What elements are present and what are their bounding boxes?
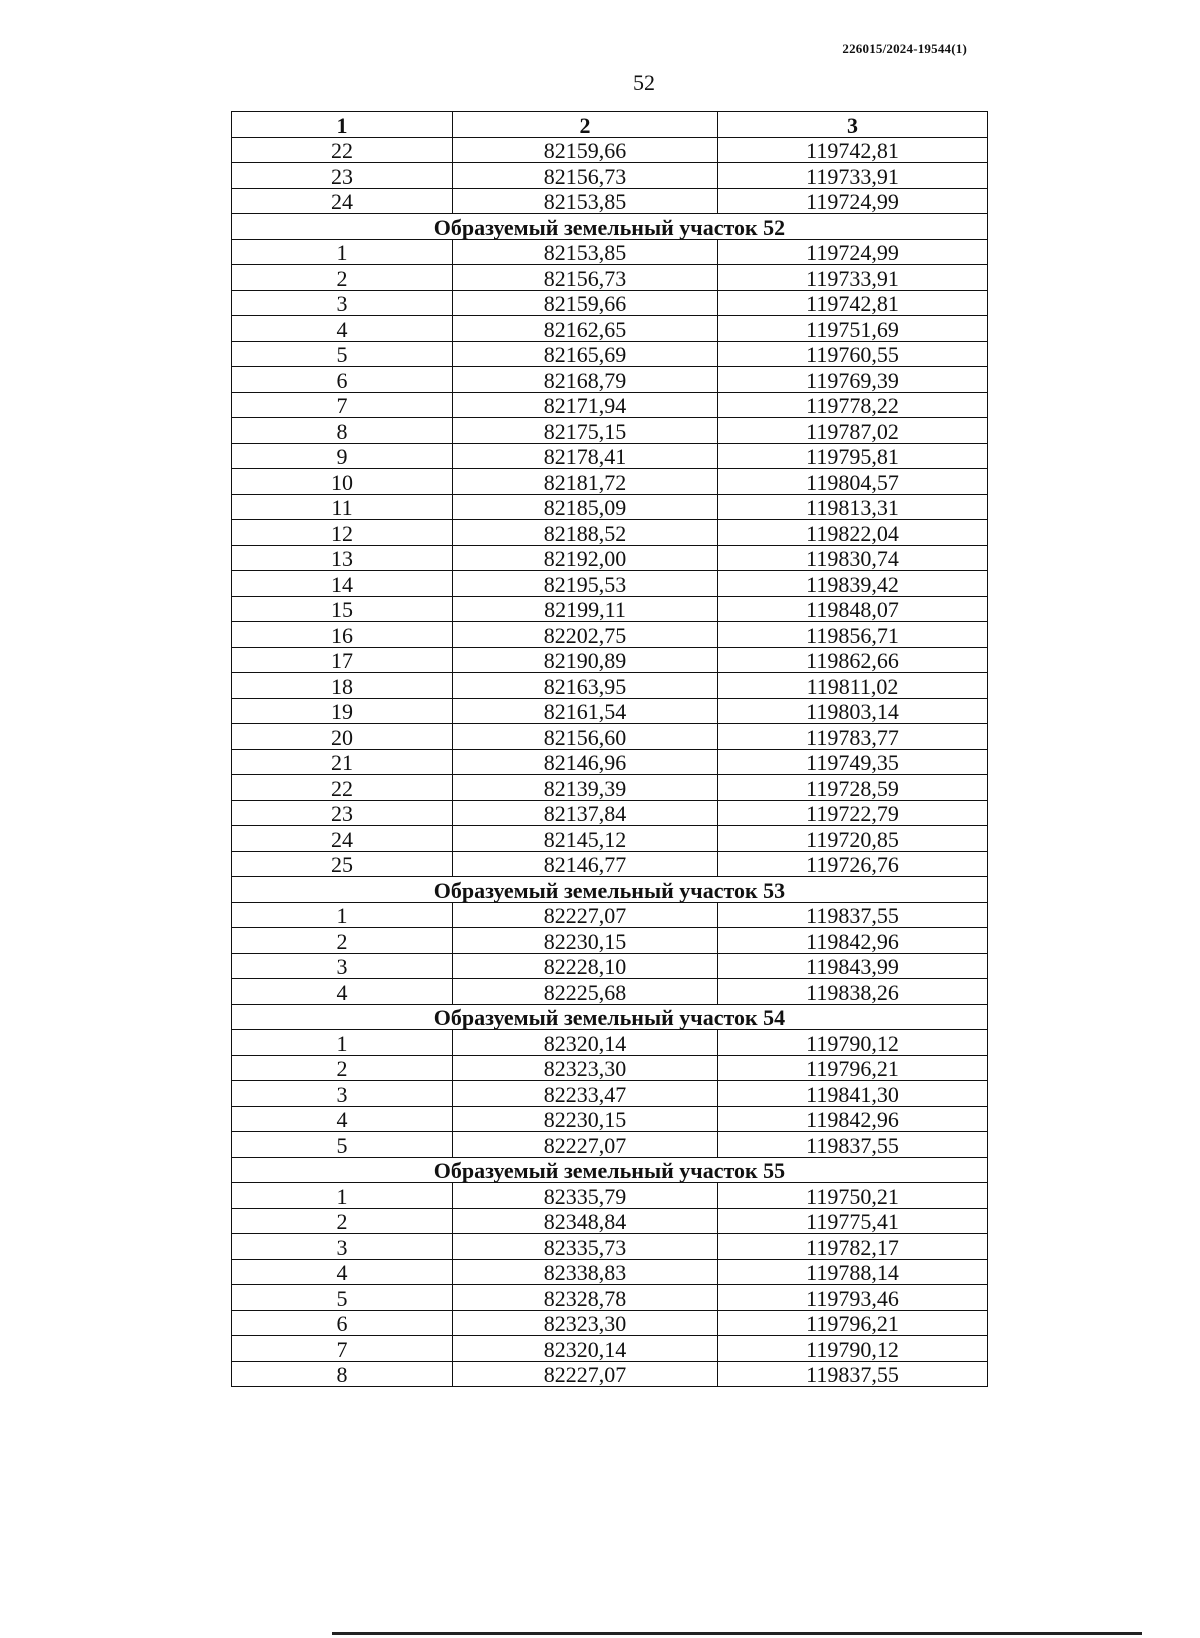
point-number-cell: 1 — [232, 1030, 453, 1056]
y-coordinate-cell: 119843,99 — [718, 953, 988, 979]
point-number-cell: 18 — [232, 673, 453, 699]
table-row — [232, 163, 988, 189]
table-row — [232, 239, 988, 265]
x-coordinate-cell: 82159,66 — [453, 290, 718, 316]
point-number-cell: 4 — [232, 316, 453, 342]
header-cell-y: 3 — [718, 112, 988, 138]
y-coordinate-cell: 119742,81 — [718, 137, 988, 163]
point-number-cell: 15 — [232, 596, 453, 622]
point-number-cell: 1 — [232, 902, 453, 928]
x-coordinate-cell: 82323,30 — [453, 1055, 718, 1081]
x-coordinate-cell: 82153,85 — [453, 188, 718, 214]
y-coordinate-cell: 119796,21 — [718, 1055, 988, 1081]
section-row — [232, 214, 988, 240]
y-coordinate-cell: 119724,99 — [718, 188, 988, 214]
table-row — [232, 341, 988, 367]
table-row — [232, 1310, 988, 1336]
point-number-cell: 2 — [232, 928, 453, 954]
point-number-cell: 10 — [232, 469, 453, 495]
x-coordinate-cell: 82156,73 — [453, 163, 718, 189]
x-coordinate-cell: 82199,11 — [453, 596, 718, 622]
point-number-cell: 5 — [232, 1132, 453, 1158]
x-coordinate-cell: 82348,84 — [453, 1208, 718, 1234]
x-coordinate-cell: 82146,77 — [453, 851, 718, 877]
point-number-cell: 7 — [232, 1336, 453, 1362]
table-row — [232, 800, 988, 826]
table-row — [232, 775, 988, 801]
point-number-cell: 16 — [232, 622, 453, 648]
x-coordinate-cell: 82137,84 — [453, 800, 718, 826]
table-header — [232, 112, 988, 138]
point-number-cell: 3 — [232, 1081, 453, 1107]
x-coordinate-cell: 82227,07 — [453, 1132, 718, 1158]
x-coordinate-cell: 82230,15 — [453, 1106, 718, 1132]
table-row — [232, 749, 988, 775]
point-number-cell: 8 — [232, 1361, 453, 1387]
point-number-cell: 13 — [232, 545, 453, 571]
point-number-cell: 8 — [232, 418, 453, 444]
table-row — [232, 571, 988, 597]
table-row — [232, 520, 988, 546]
point-number-cell: 17 — [232, 647, 453, 673]
x-coordinate-cell: 82188,52 — [453, 520, 718, 546]
header-cell-point: 1 — [232, 112, 453, 138]
x-coordinate-cell: 82175,15 — [453, 418, 718, 444]
table-row — [232, 1208, 988, 1234]
header-row — [232, 112, 988, 138]
x-coordinate-cell: 82156,60 — [453, 724, 718, 750]
page-number: 52 — [633, 70, 655, 95]
point-number-cell: 4 — [232, 1106, 453, 1132]
x-coordinate-cell: 82202,75 — [453, 622, 718, 648]
y-coordinate-cell: 119837,55 — [718, 902, 988, 928]
table-row — [232, 137, 988, 163]
x-coordinate-cell: 82190,89 — [453, 647, 718, 673]
x-coordinate-cell: 82335,73 — [453, 1234, 718, 1260]
y-coordinate-cell: 119837,55 — [718, 1132, 988, 1158]
y-coordinate-cell: 119839,42 — [718, 571, 988, 597]
point-number-cell: 3 — [232, 290, 453, 316]
y-coordinate-cell: 119856,71 — [718, 622, 988, 648]
table-row — [232, 1081, 988, 1107]
section-title: Образуемый земельный участок 54 — [232, 1004, 988, 1030]
table-row — [232, 443, 988, 469]
y-coordinate-cell: 119728,59 — [718, 775, 988, 801]
x-coordinate-cell: 82192,00 — [453, 545, 718, 571]
table-row — [232, 418, 988, 444]
x-coordinate-cell: 82185,09 — [453, 494, 718, 520]
y-coordinate-cell: 119749,35 — [718, 749, 988, 775]
x-coordinate-cell: 82159,66 — [453, 137, 718, 163]
y-coordinate-cell: 119822,04 — [718, 520, 988, 546]
x-coordinate-cell: 82227,07 — [453, 902, 718, 928]
y-coordinate-cell: 119783,77 — [718, 724, 988, 750]
y-coordinate-cell: 119775,41 — [718, 1208, 988, 1234]
table-row — [232, 1285, 988, 1311]
y-coordinate-cell: 119841,30 — [718, 1081, 988, 1107]
y-coordinate-cell: 119790,12 — [718, 1336, 988, 1362]
table-row — [232, 188, 988, 214]
table-row — [232, 1336, 988, 1362]
table-row — [232, 826, 988, 852]
point-number-cell: 24 — [232, 826, 453, 852]
x-coordinate-cell: 82320,14 — [453, 1336, 718, 1362]
point-number-cell: 4 — [232, 979, 453, 1005]
table-row — [232, 1234, 988, 1260]
table-row — [232, 902, 988, 928]
point-number-cell: 14 — [232, 571, 453, 597]
y-coordinate-cell: 119811,02 — [718, 673, 988, 699]
y-coordinate-cell: 119862,66 — [718, 647, 988, 673]
x-coordinate-cell: 82323,30 — [453, 1310, 718, 1336]
y-coordinate-cell: 119795,81 — [718, 443, 988, 469]
y-coordinate-cell: 119724,99 — [718, 239, 988, 265]
x-coordinate-cell: 82145,12 — [453, 826, 718, 852]
x-coordinate-cell: 82171,94 — [453, 392, 718, 418]
table-body — [232, 137, 988, 1387]
point-number-cell: 7 — [232, 392, 453, 418]
y-coordinate-cell: 119793,46 — [718, 1285, 988, 1311]
y-coordinate-cell: 119848,07 — [718, 596, 988, 622]
y-coordinate-cell: 119842,96 — [718, 928, 988, 954]
x-coordinate-cell: 82156,73 — [453, 265, 718, 291]
x-coordinate-cell: 82146,96 — [453, 749, 718, 775]
x-coordinate-cell: 82168,79 — [453, 367, 718, 393]
section-row — [232, 1004, 988, 1030]
x-coordinate-cell: 82225,68 — [453, 979, 718, 1005]
point-number-cell: 4 — [232, 1259, 453, 1285]
table-row — [232, 1259, 988, 1285]
point-number-cell: 24 — [232, 188, 453, 214]
point-number-cell: 5 — [232, 341, 453, 367]
table-row — [232, 367, 988, 393]
y-coordinate-cell: 119782,17 — [718, 1234, 988, 1260]
point-number-cell: 19 — [232, 698, 453, 724]
y-coordinate-cell: 119803,14 — [718, 698, 988, 724]
x-coordinate-cell: 82227,07 — [453, 1361, 718, 1387]
x-coordinate-cell: 82335,79 — [453, 1183, 718, 1209]
scan-border-line — [332, 1632, 1142, 1635]
x-coordinate-cell: 82163,95 — [453, 673, 718, 699]
table-row — [232, 1361, 988, 1387]
section-row — [232, 1157, 988, 1183]
x-coordinate-cell: 82162,65 — [453, 316, 718, 342]
y-coordinate-cell: 119838,26 — [718, 979, 988, 1005]
section-title: Образуемый земельный участок 52 — [232, 214, 988, 240]
table-row — [232, 1030, 988, 1056]
table-row — [232, 953, 988, 979]
table-row — [232, 392, 988, 418]
point-number-cell: 5 — [232, 1285, 453, 1311]
x-coordinate-cell: 82320,14 — [453, 1030, 718, 1056]
table-row — [232, 698, 988, 724]
table-row — [232, 1132, 988, 1158]
point-number-cell: 21 — [232, 749, 453, 775]
table-row — [232, 1055, 988, 1081]
point-number-cell: 9 — [232, 443, 453, 469]
table-row — [232, 494, 988, 520]
point-number-cell: 12 — [232, 520, 453, 546]
x-coordinate-cell: 82139,39 — [453, 775, 718, 801]
x-coordinate-cell: 82233,47 — [453, 1081, 718, 1107]
y-coordinate-cell: 119778,22 — [718, 392, 988, 418]
x-coordinate-cell: 82178,41 — [453, 443, 718, 469]
y-coordinate-cell: 119760,55 — [718, 341, 988, 367]
point-number-cell: 23 — [232, 163, 453, 189]
point-number-cell: 22 — [232, 137, 453, 163]
y-coordinate-cell: 119788,14 — [718, 1259, 988, 1285]
x-coordinate-cell: 82195,53 — [453, 571, 718, 597]
point-number-cell: 3 — [232, 953, 453, 979]
point-number-cell: 2 — [232, 1055, 453, 1081]
point-number-cell: 22 — [232, 775, 453, 801]
y-coordinate-cell: 119804,57 — [718, 469, 988, 495]
table-row — [232, 851, 988, 877]
point-number-cell: 1 — [232, 1183, 453, 1209]
point-number-cell: 11 — [232, 494, 453, 520]
y-coordinate-cell: 119722,79 — [718, 800, 988, 826]
table-row — [232, 316, 988, 342]
y-coordinate-cell: 119842,96 — [718, 1106, 988, 1132]
table-row — [232, 673, 988, 699]
table-row — [232, 265, 988, 291]
point-number-cell: 2 — [232, 1208, 453, 1234]
point-number-cell: 6 — [232, 367, 453, 393]
section-row — [232, 877, 988, 903]
table-row — [232, 979, 988, 1005]
y-coordinate-cell: 119769,39 — [718, 367, 988, 393]
table-row — [232, 290, 988, 316]
point-number-cell: 25 — [232, 851, 453, 877]
y-coordinate-cell: 119720,85 — [718, 826, 988, 852]
x-coordinate-cell: 82165,69 — [453, 341, 718, 367]
y-coordinate-cell: 119733,91 — [718, 163, 988, 189]
table-row — [232, 1183, 988, 1209]
point-number-cell: 3 — [232, 1234, 453, 1260]
header-cell-x: 2 — [453, 112, 718, 138]
y-coordinate-cell: 119796,21 — [718, 1310, 988, 1336]
point-number-cell: 20 — [232, 724, 453, 750]
section-title: Образуемый земельный участок 53 — [232, 877, 988, 903]
x-coordinate-cell: 82161,54 — [453, 698, 718, 724]
y-coordinate-cell: 119787,02 — [718, 418, 988, 444]
table-row — [232, 724, 988, 750]
table-row — [232, 1106, 988, 1132]
point-number-cell: 2 — [232, 265, 453, 291]
point-number-cell: 23 — [232, 800, 453, 826]
point-number-cell: 1 — [232, 239, 453, 265]
y-coordinate-cell: 119750,21 — [718, 1183, 988, 1209]
section-title: Образуемый земельный участок 55 — [232, 1157, 988, 1183]
point-number-cell: 6 — [232, 1310, 453, 1336]
x-coordinate-cell: 82230,15 — [453, 928, 718, 954]
y-coordinate-cell: 119751,69 — [718, 316, 988, 342]
table-row — [232, 622, 988, 648]
y-coordinate-cell: 119837,55 — [718, 1361, 988, 1387]
document-number: 226015/2024-19544(1) — [842, 41, 967, 56]
y-coordinate-cell: 119726,76 — [718, 851, 988, 877]
x-coordinate-cell: 82181,72 — [453, 469, 718, 495]
table-row — [232, 469, 988, 495]
x-coordinate-cell: 82228,10 — [453, 953, 718, 979]
y-coordinate-cell: 119790,12 — [718, 1030, 988, 1056]
y-coordinate-cell: 119733,91 — [718, 265, 988, 291]
table-row — [232, 928, 988, 954]
y-coordinate-cell: 119830,74 — [718, 545, 988, 571]
y-coordinate-cell: 119813,31 — [718, 494, 988, 520]
x-coordinate-cell: 82338,83 — [453, 1259, 718, 1285]
table-row — [232, 596, 988, 622]
coordinates-table — [231, 111, 988, 1387]
x-coordinate-cell: 82153,85 — [453, 239, 718, 265]
x-coordinate-cell: 82328,78 — [453, 1285, 718, 1311]
table-row — [232, 545, 988, 571]
y-coordinate-cell: 119742,81 — [718, 290, 988, 316]
table-row — [232, 647, 988, 673]
